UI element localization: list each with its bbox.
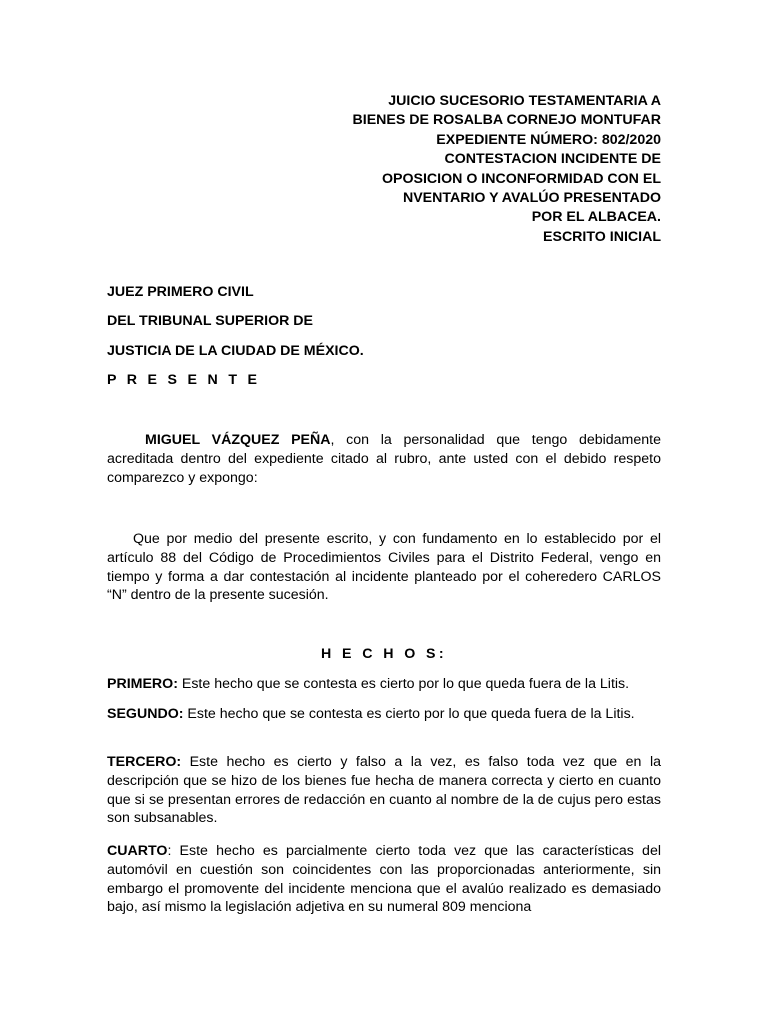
heading-line: POR EL ALBACEA. (531, 209, 661, 226)
heading-line: EXPEDIENTE NÚMERO: 802/2020 (436, 131, 661, 148)
heading-line: ESCRITO INICIAL (543, 228, 661, 245)
hechos-title: H E C H O S: (321, 646, 447, 662)
hecho-text: Este hecho es cierto y falso a la vez, es falso toda vez que en la descripción que se hizo de los bienes fue hecha de manera correcta y cierto en cuanto que si se presentan errores de redacción en cuanto al nombre de la de cujus pero estas son subsanables. (107, 754, 661, 827)
petitioner-name: MIGUEL VÁZQUEZ PEÑA (145, 432, 331, 448)
addressee-line: JUEZ PRIMERO CIVIL (107, 284, 254, 300)
hecho-item (107, 842, 661, 917)
addressee-line: JUSTICIA DE LA CIUDAD DE MÉXICO. (107, 342, 364, 359)
presente-label: P R E S E N T E (107, 371, 261, 388)
hecho-item (107, 705, 661, 724)
hecho-text: Este hecho que se contesta es cierto por lo que queda fuera de la Litis. (177, 676, 630, 692)
hecho-text: Este hecho que se contesta es cierto por lo que queda fuera de la Litis. (183, 706, 635, 722)
hecho-item (107, 675, 661, 694)
heading-line: CONTESTACION INCIDENTE DE (444, 151, 661, 168)
body-paragraph: Que por medio del presente escrito, y con fundamento en lo establecido por el artículo 88 del Código de Procedimientos Civiles para el Distrito Federal, vengo en tiempo y forma a dar contestación al incidente planteado por el coheredero CARLOS “N” dentro de la presente sucesión. (107, 531, 661, 604)
case-heading (353, 92, 661, 247)
hecho-label: TERCERO: (107, 754, 182, 770)
addressee-line: DEL TRIBUNAL SUPERIOR DE (107, 313, 314, 330)
hecho-label: SEGUNDO: (107, 706, 184, 722)
intro-text: , con la personalidad que tengo debidamente acreditada dentro del expediente citado al rubro, ante usted con el debido respeto comparezco y expongo: (107, 432, 661, 486)
hecho-item (107, 753, 661, 828)
hecho-label: CUARTO (107, 843, 168, 859)
heading-line: NVENTARIO Y AVALÚO PRESENTADO (402, 190, 661, 207)
heading-line: JUICIO SUCESORIO TESTAMENTARIA A (388, 93, 661, 109)
hecho-label: PRIMERO: (107, 676, 178, 692)
addressee-block (107, 283, 364, 400)
intro-paragraph (107, 431, 661, 487)
heading-line: BIENES DE ROSALBA CORNEJO MONTUFAR (352, 112, 661, 129)
heading-line: OPOSICION O INCONFORMIDAD CON EL (381, 170, 661, 187)
hecho-text: : Este hecho es parcialmente cierto toda vez que las características del automóvil en cuestión son coincidentes con las proporcionadas anteriormente, sin embargo el promovente del incidente menciona que el avalúo realizado es demasiado bajo, así mismo la legislación adjetiva en su numeral 809 menciona (107, 843, 661, 916)
